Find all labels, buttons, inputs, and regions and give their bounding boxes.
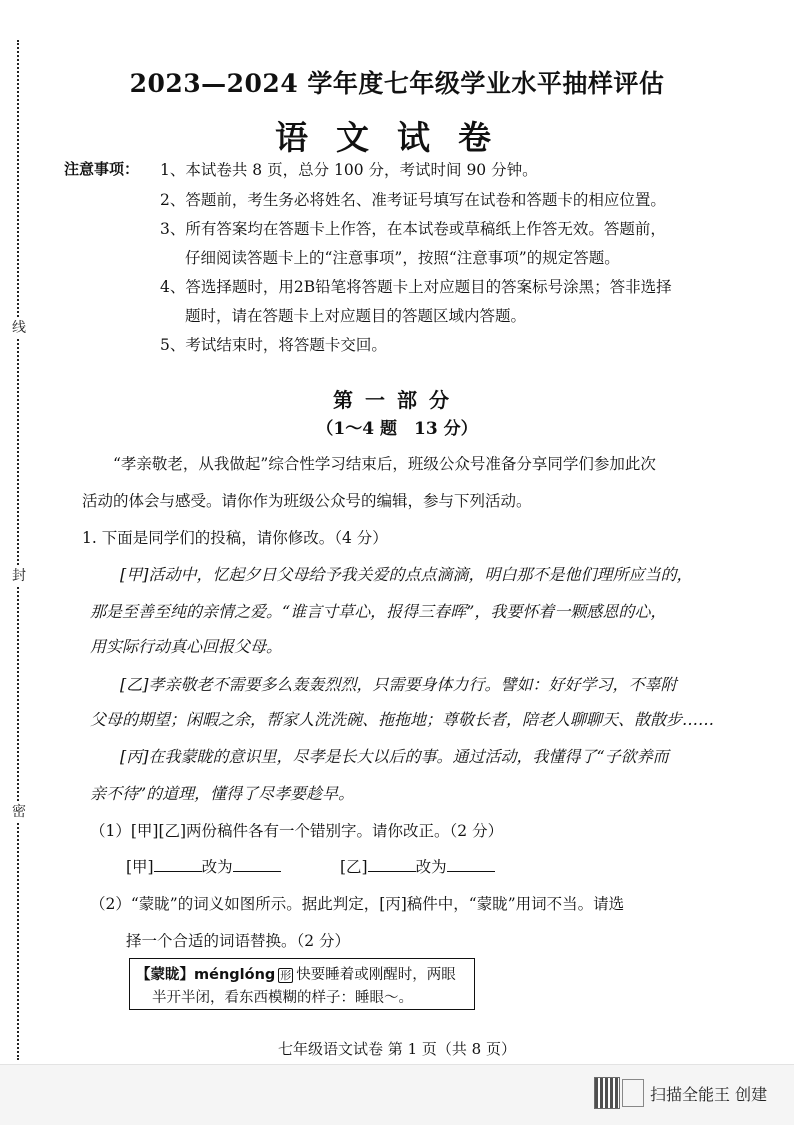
draft-bing-line-2: 亲不待”的道理，懂得了尽孝要趁早。 (90, 784, 355, 803)
answer-jia-blank-correct[interactable] (233, 857, 281, 872)
answer-yi-change-label: 改为 (415, 858, 447, 876)
qr-code-icon (594, 1077, 620, 1109)
draft-yi-line-1: [乙]孝亲敬老不需要多么轰轰烈烈，只需要身体力行。譬如：好好学习，不辜附 (120, 675, 677, 694)
scanner-logo-icon (622, 1079, 644, 1107)
dictionary-definition-box (129, 958, 475, 1010)
binding-char-secret: 密 (12, 804, 26, 820)
note-item-4-cont: 题时，请在答题卡上对应题目的答题区域内答题。 (185, 307, 527, 325)
section-subtitle: （1～4 题 13 分） (316, 419, 478, 439)
note-item-4: 4、答选择题时，用2B铅笔将答题卡上对应题目的答案标号涂黑；答非选择 (160, 278, 672, 296)
answer-yi-blank-wrong[interactable] (368, 857, 416, 872)
section-title: 第一部分 (333, 388, 461, 412)
page-footer: 七年级语文试卷 第 1 页（共 8 页） (278, 1040, 516, 1058)
subquestion-2-line-2: 择一个合适的词语替换。（2 分） (126, 932, 351, 950)
answer-row-jia (126, 855, 281, 877)
answer-jia-change-label: 改为 (201, 858, 233, 876)
definition-text-1: 快要睡着或刚醒时，两眼 (296, 967, 456, 983)
subject-title: 语文试卷 (275, 118, 519, 157)
scanner-label: 扫描全能王 创建 (650, 1085, 768, 1104)
exam-title: 2023—2024 学年度七年级学业水平抽样评估 (129, 69, 665, 98)
draft-yi-line-2: 父母的期望；闲暇之余，帮家人洗洗碗、拖拖地；尊敬长者，陪老人聊聊天、散散步…… (90, 710, 715, 729)
answer-jia-label: [甲] (126, 858, 154, 876)
draft-jia-line-3: 用实际行动真心回报父母。 (90, 637, 283, 656)
note-item-2: 2、答题前，考生务必将姓名、准考证号填写在试卷和答题卡的相应位置。 (160, 191, 666, 209)
intro-line-2: 活动的体会与感受。请你作为班级公众号的编辑，参与下列活动。 (82, 492, 532, 510)
binding-margin-line (17, 40, 19, 1060)
definition-text-2: 半开半闭，看东西模糊的样子：睡眼～。 (152, 990, 413, 1006)
answer-yi-label: [乙] (340, 858, 368, 876)
definition-line-1 (136, 963, 456, 984)
definition-headword: 【蒙眬】ménglóng (136, 967, 276, 983)
subquestion-1: （1）[甲][乙]两份稿件各有一个错别字。请你改正。（2 分） (90, 822, 504, 840)
answer-yi-blank-correct[interactable] (447, 857, 495, 872)
draft-jia-line-1: [甲]活动中，忆起夕日父母给予我关爱的点点滴滴，明白那不是他们理所应当的， (120, 565, 693, 584)
answer-row-yi (340, 855, 495, 877)
note-item-5: 5、考试结束时，将答题卡交回。 (160, 336, 387, 354)
part-of-speech-tag: 形 (280, 969, 292, 982)
intro-line-1: “孝亲敬老，从我做起”综合性学习结束后，班级公众号准备分享同学们参加此次 (113, 455, 656, 473)
draft-jia-line-2: 那是至善至纯的亲情之爱。“谁言寸草心，报得三春晖”，我要怀着一颗感恩的心， (90, 602, 667, 621)
draft-bing-line-1: [丙]在我蒙眬的意识里，尽孝是长大以后的事。通过活动，我懂得了“子欲养而 (120, 747, 669, 766)
answer-jia-blank-wrong[interactable] (154, 857, 202, 872)
question-1-stem: 1. 下面是同学们的投稿，请你修改。（4 分） (82, 529, 388, 547)
note-item-1: 1、本试卷共 8 页，总分 100 分，考试时间 90 分钟。 (160, 161, 538, 179)
note-item-3-cont: 仔细阅读答题卡上的“注意事项”，按照“注意事项”的规定答题。 (185, 249, 620, 267)
subquestion-2-line-1: （2）“蒙眬”的词义如图所示。据此判定，[丙]稿件中，“蒙眬”用词不当。请选 (90, 895, 625, 913)
note-item-3: 3、所有答案均在答题卡上作答，在本试卷或草稿纸上作答无效。答题前， (160, 220, 666, 238)
binding-char-line: 线 (12, 320, 26, 336)
notes-label: 注意事项： (64, 160, 140, 178)
binding-char-seal: 封 (12, 568, 26, 584)
